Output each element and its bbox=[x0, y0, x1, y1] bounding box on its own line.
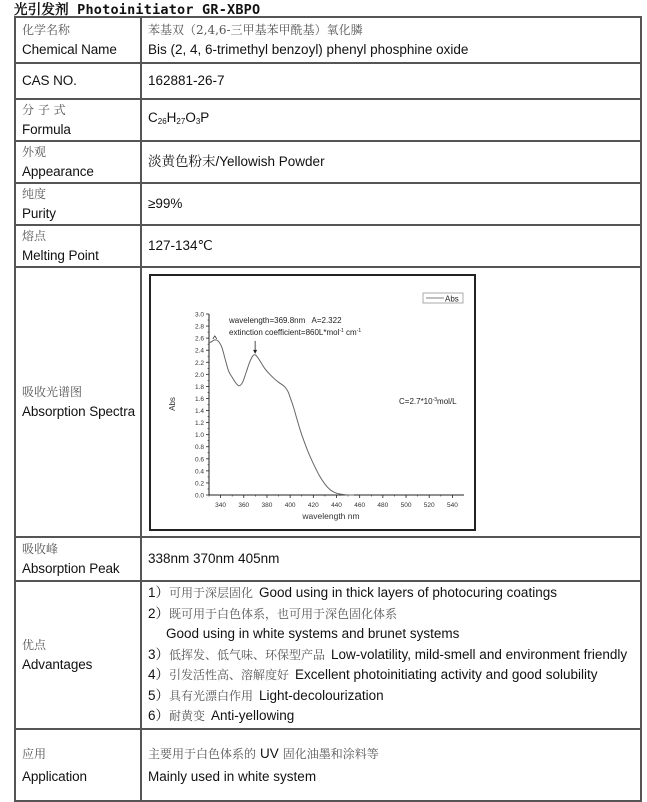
document-title: 光引发剂 Photoinitiator GR-XBPO bbox=[14, 2, 261, 18]
row-application bbox=[15, 729, 641, 801]
purity-value: ≥99% bbox=[148, 196, 183, 211]
label-cell bbox=[15, 17, 141, 63]
x-tick-label: 400 bbox=[284, 501, 296, 509]
advantage-number: 6） bbox=[148, 708, 170, 724]
appearance-value: 淡黄色粉末/Yellowish Powder bbox=[148, 154, 325, 169]
series-abs-line bbox=[209, 339, 354, 494]
y-tick-label: 0.0 bbox=[194, 492, 204, 499]
row-melting-point bbox=[15, 225, 641, 267]
y-tick-label: 0.6 bbox=[194, 455, 204, 463]
y-tick-label: 0.2 bbox=[194, 479, 204, 487]
label-en: CAS NO. bbox=[22, 73, 77, 88]
annotation-arrows bbox=[213, 335, 257, 353]
value-cell bbox=[141, 537, 641, 581]
advantage-en: Good using in white systems and brunet systems bbox=[166, 626, 460, 642]
x-tick-label: 360 bbox=[238, 501, 250, 509]
y-tick-label: 2.2 bbox=[194, 359, 204, 367]
y-tick-label: 1.8 bbox=[194, 383, 204, 391]
y-tick-label: 2.8 bbox=[194, 323, 204, 331]
label-en: Application bbox=[22, 768, 87, 784]
formula-value: $C_{26}H_{27}O_3P$ bbox=[148, 110, 210, 126]
y-tick-label: 1.0 bbox=[194, 431, 204, 439]
x-tick-label: 480 bbox=[377, 501, 389, 509]
x-tick-label: 440 bbox=[331, 501, 342, 509]
advantage-number: 3） bbox=[148, 646, 170, 662]
advantage-zh: 具有光漂白作用 bbox=[169, 688, 254, 703]
label-zh: 纯度 bbox=[22, 187, 47, 201]
application-value-en: Mainly used in white system bbox=[148, 768, 317, 784]
row-absorption-peak bbox=[15, 537, 641, 581]
value-cell bbox=[141, 99, 641, 141]
label-cell bbox=[15, 729, 141, 801]
label-cell bbox=[15, 581, 141, 729]
label-zh: 优点 bbox=[22, 638, 47, 652]
label-cell bbox=[15, 537, 141, 581]
value-cell bbox=[141, 17, 641, 63]
label-zh: 化学名称 bbox=[22, 23, 71, 37]
advantage-item bbox=[148, 583, 640, 604]
label-zh: 熔点 bbox=[22, 229, 47, 243]
melting-point-value: 127-134℃ bbox=[148, 238, 213, 253]
advantage-zh: 耐黄变 bbox=[169, 709, 206, 724]
y-axis-label: Abs bbox=[168, 396, 177, 411]
advantage-item bbox=[148, 665, 640, 686]
row-chemical-name bbox=[15, 17, 641, 63]
x-tick-label: 540 bbox=[446, 501, 458, 509]
label-en: Purity bbox=[22, 206, 56, 221]
absorption-chart bbox=[149, 274, 476, 531]
x-axis-label: wavelength nm bbox=[302, 510, 360, 521]
value-cell bbox=[141, 581, 641, 729]
value-cell bbox=[141, 225, 641, 267]
legend bbox=[423, 293, 463, 304]
peak338-arrow-head bbox=[213, 335, 217, 338]
row-formula bbox=[15, 99, 641, 141]
x-tick-label: 460 bbox=[354, 501, 366, 509]
advantage-number: 4） bbox=[148, 667, 170, 683]
label-en: Advantages bbox=[22, 657, 93, 672]
label-en: Absorption Peak bbox=[22, 561, 120, 576]
label-zh: 吸收峰 bbox=[22, 542, 59, 556]
x-tick-label: 340 bbox=[215, 501, 227, 509]
y-tick-label: 2.4 bbox=[194, 347, 204, 355]
label-en: Melting Point bbox=[22, 248, 99, 263]
advantage-en: Low-volatility, mild-smell and environment friendly bbox=[331, 646, 628, 662]
advantage-number: 5） bbox=[148, 687, 170, 703]
advantage-en: Excellent photoinitiating activity and good solubility bbox=[295, 667, 598, 683]
y-tick-label: 0.4 bbox=[194, 467, 204, 475]
label-zh: 外观 bbox=[22, 145, 47, 159]
value-zh: 苯基双（2,4,6-三甲基苯甲酰基）氧化膦 bbox=[148, 23, 363, 37]
value-cell bbox=[141, 183, 641, 225]
label-en: Chemical Name bbox=[22, 42, 117, 57]
peak-arrow-head bbox=[253, 349, 257, 353]
label-en: Absorption Spectra bbox=[22, 404, 136, 419]
value-en: Bis (2, 4, 6-trimethyl benzoyl) phenyl phosphine oxide bbox=[148, 42, 469, 57]
legend-label-abs: Abs bbox=[445, 294, 459, 303]
y-tick-label: 0.8 bbox=[194, 443, 204, 451]
label-en: Formula bbox=[22, 122, 71, 137]
label-zh: 吸收光谱图 bbox=[22, 385, 83, 399]
advantage-en: Anti-yellowing bbox=[211, 708, 295, 724]
application-value-zh: 主要用于白色体系的 UV 固化油墨和涂料等 bbox=[148, 745, 379, 761]
y-tick-label: 2.0 bbox=[194, 371, 204, 379]
chart-svg bbox=[151, 276, 474, 529]
label-cell bbox=[15, 141, 141, 183]
x-tick-label: 420 bbox=[307, 501, 319, 509]
advantage-item bbox=[148, 604, 640, 625]
value-cell bbox=[141, 141, 641, 183]
annotation-extinction: extinction coefficient=860L*mol$^{-1}$ $cm^{-1}$ bbox=[229, 327, 362, 337]
advantage-zh: 既可用于白色体系，也可用于深色固化体系 bbox=[169, 606, 398, 621]
label-en: Appearance bbox=[22, 164, 94, 179]
x-tick-label: 520 bbox=[423, 501, 435, 509]
value-cell bbox=[141, 729, 641, 801]
label-cell bbox=[15, 99, 141, 141]
x-tick-label: 500 bbox=[400, 501, 412, 509]
label-zh: 应用 bbox=[22, 746, 47, 761]
y-tick-label: 1.2 bbox=[194, 419, 204, 427]
row-purity bbox=[15, 183, 641, 225]
advantage-item bbox=[148, 624, 640, 645]
y-tick-label: 1.6 bbox=[194, 395, 204, 403]
x-ticks bbox=[209, 495, 458, 509]
advantage-item bbox=[148, 706, 640, 727]
annotation-concentration: $C=2.7*10^{-3}mol/L$ bbox=[399, 396, 457, 406]
value-cell bbox=[141, 267, 641, 537]
label-cell bbox=[15, 183, 141, 225]
advantage-en: Good using in thick layers of photocuring coatings bbox=[259, 585, 557, 601]
label-cell bbox=[15, 267, 141, 537]
y-tick-label: 3.0 bbox=[194, 311, 204, 318]
advantage-zh: 低挥发、低气味、环保型产品 bbox=[169, 647, 326, 662]
y-tick-label: 1.4 bbox=[194, 407, 204, 415]
advantage-number: 2） bbox=[148, 605, 170, 621]
row-absorption-spectra bbox=[15, 267, 641, 537]
advantage-en: Light-decolourization bbox=[259, 687, 384, 703]
label-cell bbox=[15, 225, 141, 267]
advantage-item bbox=[148, 645, 640, 666]
label-cell bbox=[15, 63, 141, 99]
absorption-peak-value: 338nm 370nm 405nm bbox=[148, 551, 280, 566]
spec-table bbox=[14, 16, 642, 802]
x-tick-label: 380 bbox=[261, 501, 273, 509]
row-cas bbox=[15, 63, 641, 99]
advantage-item bbox=[148, 686, 640, 707]
y-ticks bbox=[195, 311, 209, 499]
row-appearance bbox=[15, 141, 641, 183]
value-cell bbox=[141, 63, 641, 99]
advantage-zh: 可用于深层固化 bbox=[169, 586, 254, 601]
cas-value: 162881-26-7 bbox=[148, 73, 225, 88]
row-advantages bbox=[15, 581, 641, 729]
advantage-number: 1） bbox=[148, 585, 170, 601]
label-zh: 分 子 式 bbox=[22, 103, 66, 117]
advantage-zh: 引发活性高、溶解度好 bbox=[169, 668, 290, 683]
annotation-peak: wavelength=369.8nm A=2.322 bbox=[229, 315, 342, 325]
y-tick-label: 2.6 bbox=[194, 335, 204, 343]
